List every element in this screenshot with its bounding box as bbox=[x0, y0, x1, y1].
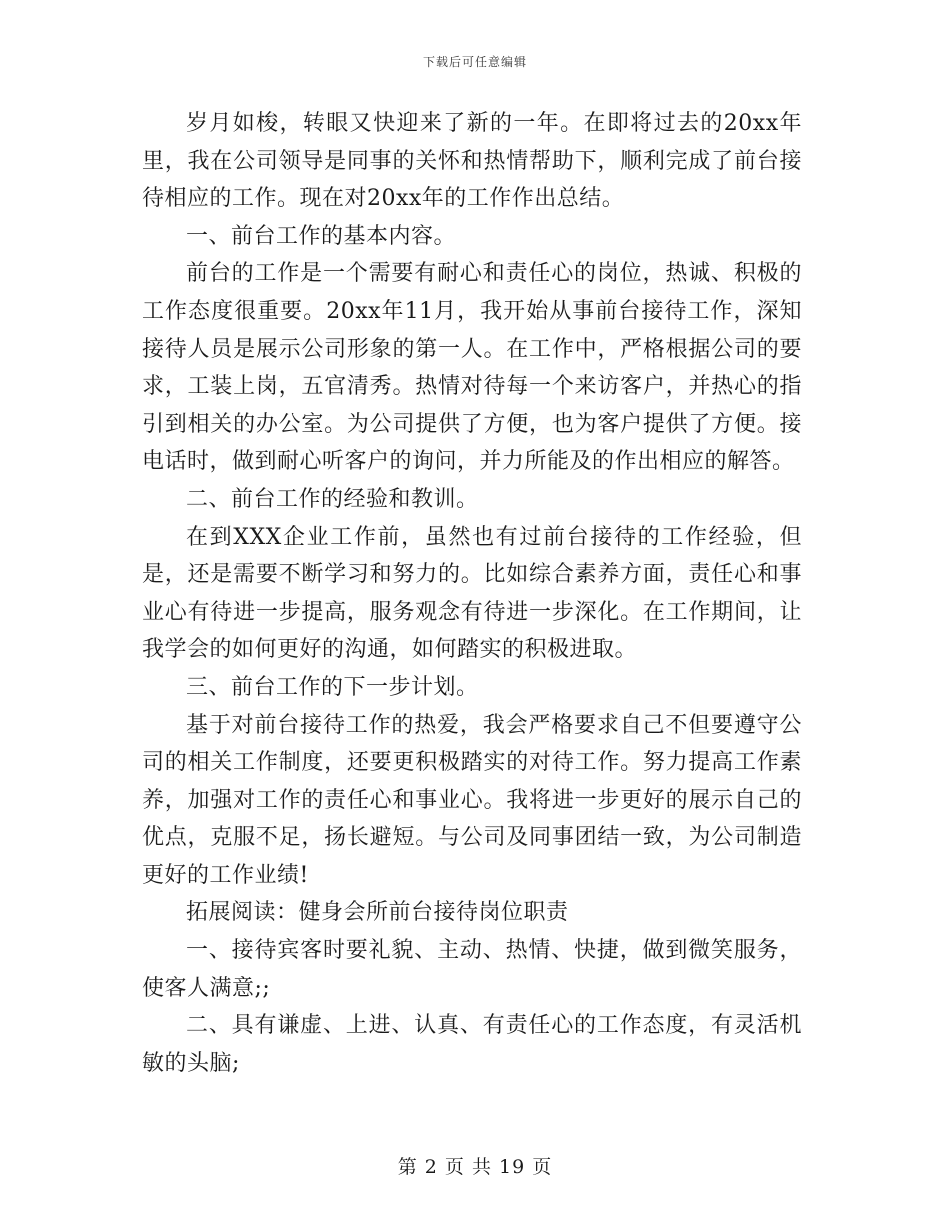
paragraph-section-3: 基于对前台接待工作的热爱，我会严格要求自己不但要遵守公司的相关工作制度，还要更积极踏实的对待工作。努力提高工作素养，加强对工作的责任心和事业心。我将进一步更好的展示自己的优点，克服不足，扬长避短。与公司及同事团结一致，为公司制造更好的工作业绩! bbox=[142, 712, 802, 888]
page-number-footer: 第 2 页 共 19 页 bbox=[397, 1156, 553, 1178]
paragraph-section-1: 前台的工作是一个需要有耐心和责任心的岗位，热诚、积极的工作态度很重要。20xx年11月，我开始从事前台接待工作，深知接待人员是展示公司形象的第一人。在工作中，严格根据公司的要求，工装上岗，五官清秀。热情对待每一个来访客户，并热心的指引到相关的办公室。为公司提供了方便，也为客户提供了方便。接电话时，做到耐心听客户的询问，并力所能及的作出相应的解答。 bbox=[142, 261, 802, 475]
heading-section-3: 三、前台工作的下一步计划。 bbox=[186, 674, 479, 700]
paragraph-duty-2: 二、具有谦虚、上进、认真、有责任心的工作态度，有灵活机敏的头脑; bbox=[142, 1013, 802, 1076]
page-header-note: 下载后可任意编辑 bbox=[422, 55, 527, 69]
paragraph-intro: 岁月如梭，转眼又快迎来了新的一年。在即将过去的20xx年里，我在公司领导是同事的关怀和热情帮助下，顺利完成了前台接待相应的工作。现在对20xx年的工作作出总结。 bbox=[142, 111, 802, 212]
heading-extended-reading: 拓展阅读：健身会所前台接待岗位职责 bbox=[186, 900, 569, 926]
heading-section-1: 一、前台工作的基本内容。 bbox=[186, 223, 457, 249]
document-body bbox=[142, 105, 802, 1082]
paragraph-duty-1: 一、接待宾客时要礼貌、主动、热情、快捷，做到微笑服务，使客人满意;; bbox=[142, 938, 802, 1001]
paragraph-section-2: 在到XXX企业工作前，虽然也有过前台接待的工作经验，但是，还是需要不断学习和努力的。比如综合素养方面，责任心和事业心有待进一步提高，服务观念有待进一步深化。在工作期间，让我学会的如何更好的沟通，如何踏实的积极进取。 bbox=[142, 524, 802, 663]
heading-section-2: 二、前台工作的经验和教训。 bbox=[186, 486, 479, 512]
